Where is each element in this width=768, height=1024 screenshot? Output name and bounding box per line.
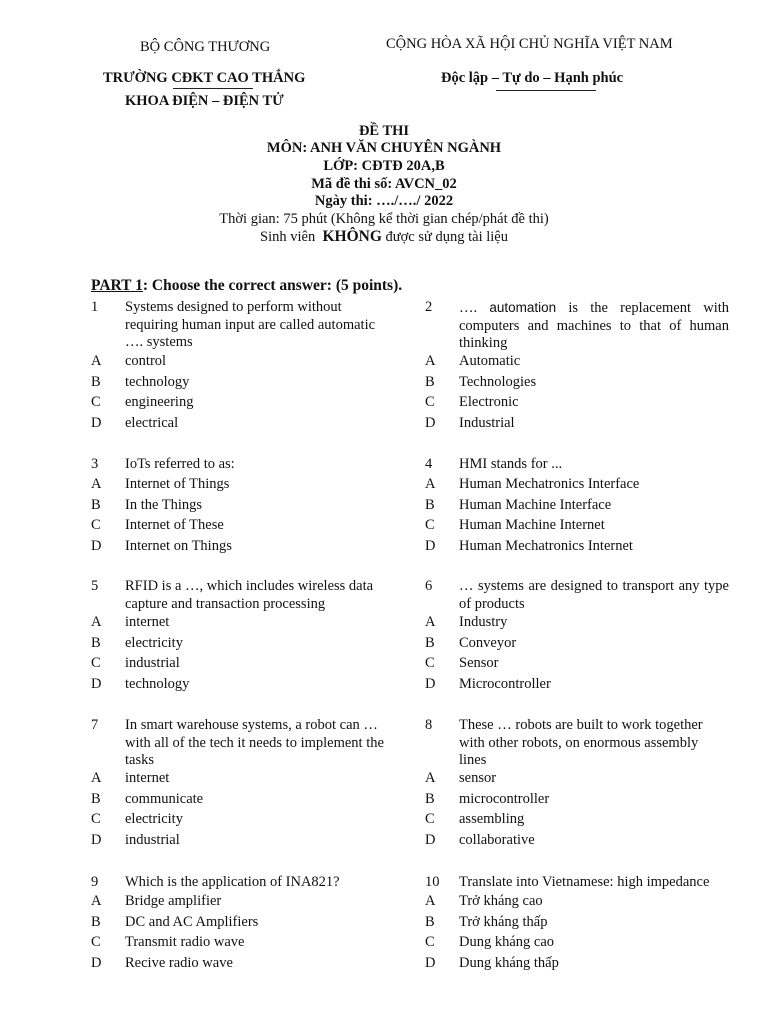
option-text: Dung kháng thấp — [459, 955, 559, 971]
motto-underline — [496, 90, 596, 91]
option-c[interactable] — [425, 809, 745, 829]
option-text: Human Mechatronics Internet — [459, 538, 633, 554]
question-stem: IoTs referred to as: — [125, 456, 235, 472]
option-a[interactable] — [425, 768, 745, 788]
option-b[interactable] — [91, 495, 411, 515]
option-text: DC and AC Amplifiers — [125, 914, 259, 930]
option-letter: A — [91, 893, 102, 909]
option-text: In the Things — [125, 497, 203, 513]
option-text: internet — [125, 770, 170, 786]
option-text: Sensor — [459, 655, 499, 671]
option-a[interactable] — [91, 474, 411, 494]
option-c[interactable] — [425, 515, 745, 535]
option-text: assembling — [459, 811, 525, 827]
option-text: Electronic — [459, 394, 519, 410]
exam-rule — [0, 228, 768, 246]
option-d[interactable] — [91, 413, 411, 433]
option-letter: C — [91, 811, 101, 827]
option-text: Internet of These — [125, 517, 224, 533]
option-text: Transmit radio wave — [125, 934, 245, 950]
school-underline — [173, 88, 253, 89]
option-letter: A — [425, 353, 436, 369]
question-number: 10 — [425, 874, 440, 890]
stem-text: is the replacement with computers and machines to that of human thinking — [459, 300, 730, 352]
option-letter: B — [91, 497, 101, 513]
option-b[interactable] — [91, 633, 411, 653]
option-letter: C — [425, 394, 435, 410]
question-stem: … systems are designed to transport any type of products — [459, 578, 729, 612]
option-letter: C — [425, 517, 435, 533]
question-stem: HMI stands for ... — [459, 456, 563, 472]
exam-time: Thời gian: 75 phút (Không kể thời gian chép/phát đề thi) — [219, 211, 549, 227]
option-text: Industry — [459, 614, 508, 630]
option-d[interactable] — [91, 536, 411, 556]
option-text: Dung kháng cao — [459, 934, 555, 950]
option-letter: A — [425, 476, 436, 492]
option-text: Internet on Things — [125, 538, 232, 554]
option-text: engineering — [125, 394, 194, 410]
option-d[interactable] — [425, 536, 745, 556]
option-c[interactable] — [425, 392, 745, 412]
option-a[interactable] — [91, 351, 411, 371]
option-letter: A — [425, 770, 436, 786]
option-a[interactable] — [425, 351, 745, 371]
option-text: Internet of Things — [125, 476, 230, 492]
option-letter: D — [91, 832, 102, 848]
option-text: Microcontroller — [459, 676, 551, 692]
option-text: Recive radio wave — [125, 955, 233, 971]
option-letter: B — [91, 791, 101, 807]
option-letter: A — [91, 770, 102, 786]
option-letter: B — [425, 497, 435, 513]
option-c[interactable] — [91, 932, 411, 952]
question-stem: RFID is a …, which includes wireless data capture and transaction processing — [125, 578, 374, 612]
option-text: microcontroller — [459, 791, 550, 807]
question-number: 9 — [91, 874, 99, 890]
question-number: 8 — [425, 717, 433, 733]
option-text: Human Machine Internet — [459, 517, 605, 533]
question-number: 4 — [425, 456, 433, 472]
option-b[interactable] — [425, 789, 745, 809]
question-stem: Which is the application of INA821? — [125, 874, 340, 890]
stem-term: automation — [489, 300, 557, 315]
option-d[interactable] — [91, 953, 411, 973]
option-letter: D — [91, 955, 102, 971]
option-text: internet — [125, 614, 170, 630]
option-letter: B — [91, 914, 101, 930]
option-a[interactable] — [425, 612, 745, 632]
faculty-name: KHOA ĐIỆN – ĐIỆN TỬ — [125, 93, 284, 109]
school-name: TRƯỜNG CĐKT CAO THẮNG — [103, 70, 306, 86]
exam-title: ĐỀ THI — [358, 123, 410, 139]
option-b[interactable] — [91, 789, 411, 809]
part-label: PART 1 — [91, 277, 143, 294]
exam-rule-prefix: Sinh viên — [260, 229, 316, 245]
option-letter: B — [425, 914, 435, 930]
question-number: 7 — [91, 717, 99, 733]
option-text: electricity — [125, 635, 183, 651]
option-text: Industrial — [459, 415, 515, 431]
option-letter: C — [91, 517, 101, 533]
exam-subject: MÔN: ANH VĂN CHUYÊN NGÀNH — [266, 140, 502, 156]
option-c[interactable] — [91, 515, 411, 535]
option-text: Bridge amplifier — [125, 893, 222, 909]
exam-rule-suffix: được sử dụng tài liệu — [385, 229, 508, 245]
option-text: Automatic — [459, 353, 521, 369]
option-text: Human Mechatronics Interface — [459, 476, 640, 492]
option-letter: C — [425, 811, 435, 827]
option-a[interactable] — [425, 891, 745, 911]
option-d[interactable] — [91, 674, 411, 694]
option-text: communicate — [125, 791, 204, 807]
question-number: 5 — [91, 578, 99, 594]
option-letter: D — [425, 538, 436, 554]
option-text: Trở kháng thấp — [459, 914, 548, 930]
option-letter: A — [425, 893, 436, 909]
question-number: 3 — [91, 456, 99, 472]
part-heading — [91, 277, 402, 295]
option-letter: B — [425, 791, 435, 807]
option-a[interactable] — [91, 891, 411, 911]
option-text: technology — [125, 676, 190, 692]
option-text: Conveyor — [459, 635, 517, 651]
option-c[interactable] — [425, 932, 745, 952]
option-text: collaborative — [459, 832, 535, 848]
exam-date: Ngày thi: …./…./ 2022 — [314, 193, 454, 209]
option-letter: B — [425, 374, 435, 390]
question-stem: These … robots are built to work together with other robots, on enormous assembly lines — [459, 717, 703, 769]
option-letter: D — [425, 955, 436, 971]
option-text: Technologies — [459, 374, 537, 390]
option-text: sensor — [459, 770, 497, 786]
option-a[interactable] — [425, 474, 745, 494]
exam-code: Mã đề thi số: AVCN_02 — [311, 176, 457, 192]
option-letter: D — [91, 415, 102, 431]
part-instruction: : Choose the correct answer: (5 points). — [142, 277, 403, 294]
option-letter: C — [91, 655, 101, 671]
option-a[interactable] — [91, 612, 411, 632]
option-letter: A — [91, 353, 102, 369]
option-letter: C — [91, 394, 101, 410]
question-stem: In smart warehouse systems, a robot can … with all of the tech it needs to implement the tasks — [125, 717, 384, 769]
option-text: industrial — [125, 832, 180, 848]
stem-prefix: …. — [459, 300, 478, 316]
option-d[interactable] — [425, 830, 745, 850]
option-letter: C — [91, 934, 101, 950]
question-stem — [459, 299, 729, 353]
question-number: 1 — [91, 299, 99, 315]
option-c[interactable] — [91, 392, 411, 412]
option-text: industrial — [125, 655, 180, 671]
option-letter: D — [425, 832, 436, 848]
option-b[interactable] — [91, 912, 411, 932]
option-d[interactable] — [425, 413, 745, 433]
option-d[interactable] — [425, 953, 745, 973]
question-number: 6 — [425, 578, 433, 594]
option-letter: D — [425, 676, 436, 692]
option-text: electrical — [125, 415, 179, 431]
option-b[interactable] — [425, 912, 745, 932]
option-text: electricity — [125, 811, 183, 827]
option-letter: C — [425, 655, 435, 671]
option-b[interactable] — [425, 495, 745, 515]
option-letter: D — [91, 676, 102, 692]
option-b[interactable] — [425, 633, 745, 653]
ministry-name: BỘ CÔNG THƯƠNG — [140, 39, 271, 55]
option-c[interactable] — [91, 653, 411, 673]
option-letter: B — [91, 374, 101, 390]
option-c[interactable] — [425, 653, 745, 673]
option-letter: B — [425, 635, 435, 651]
question-stem: Translate into Vietnamese: high impedance — [459, 874, 710, 890]
option-letter: A — [425, 614, 436, 630]
option-d[interactable] — [425, 674, 745, 694]
option-c[interactable] — [91, 809, 411, 829]
exam-rule-emphasis: KHÔNG — [322, 228, 382, 245]
national-motto: Độc lập – Tự do – Hạnh phúc — [441, 70, 624, 86]
option-text: Human Machine Interface — [459, 497, 612, 513]
option-b[interactable] — [91, 372, 411, 392]
exam-class: LỚP: CĐTĐ 20A,B — [323, 158, 445, 174]
question-stem: Systems designed to perform without requiring human input are called automatic …. systems — [125, 299, 376, 351]
option-letter: D — [425, 415, 436, 431]
option-letter: A — [91, 614, 102, 630]
option-b[interactable] — [425, 372, 745, 392]
option-letter: A — [91, 476, 102, 492]
option-letter: D — [91, 538, 102, 554]
option-text: control — [125, 353, 167, 369]
option-d[interactable] — [91, 830, 411, 850]
option-a[interactable] — [91, 768, 411, 788]
country-name: CỘNG HÒA XÃ HỘI CHỦ NGHĨA VIỆT NAM — [386, 36, 673, 52]
question-number: 2 — [425, 299, 433, 315]
option-letter: C — [425, 934, 435, 950]
option-text: technology — [125, 374, 190, 390]
option-text: Trở kháng cao — [459, 893, 543, 909]
option-letter: B — [91, 635, 101, 651]
